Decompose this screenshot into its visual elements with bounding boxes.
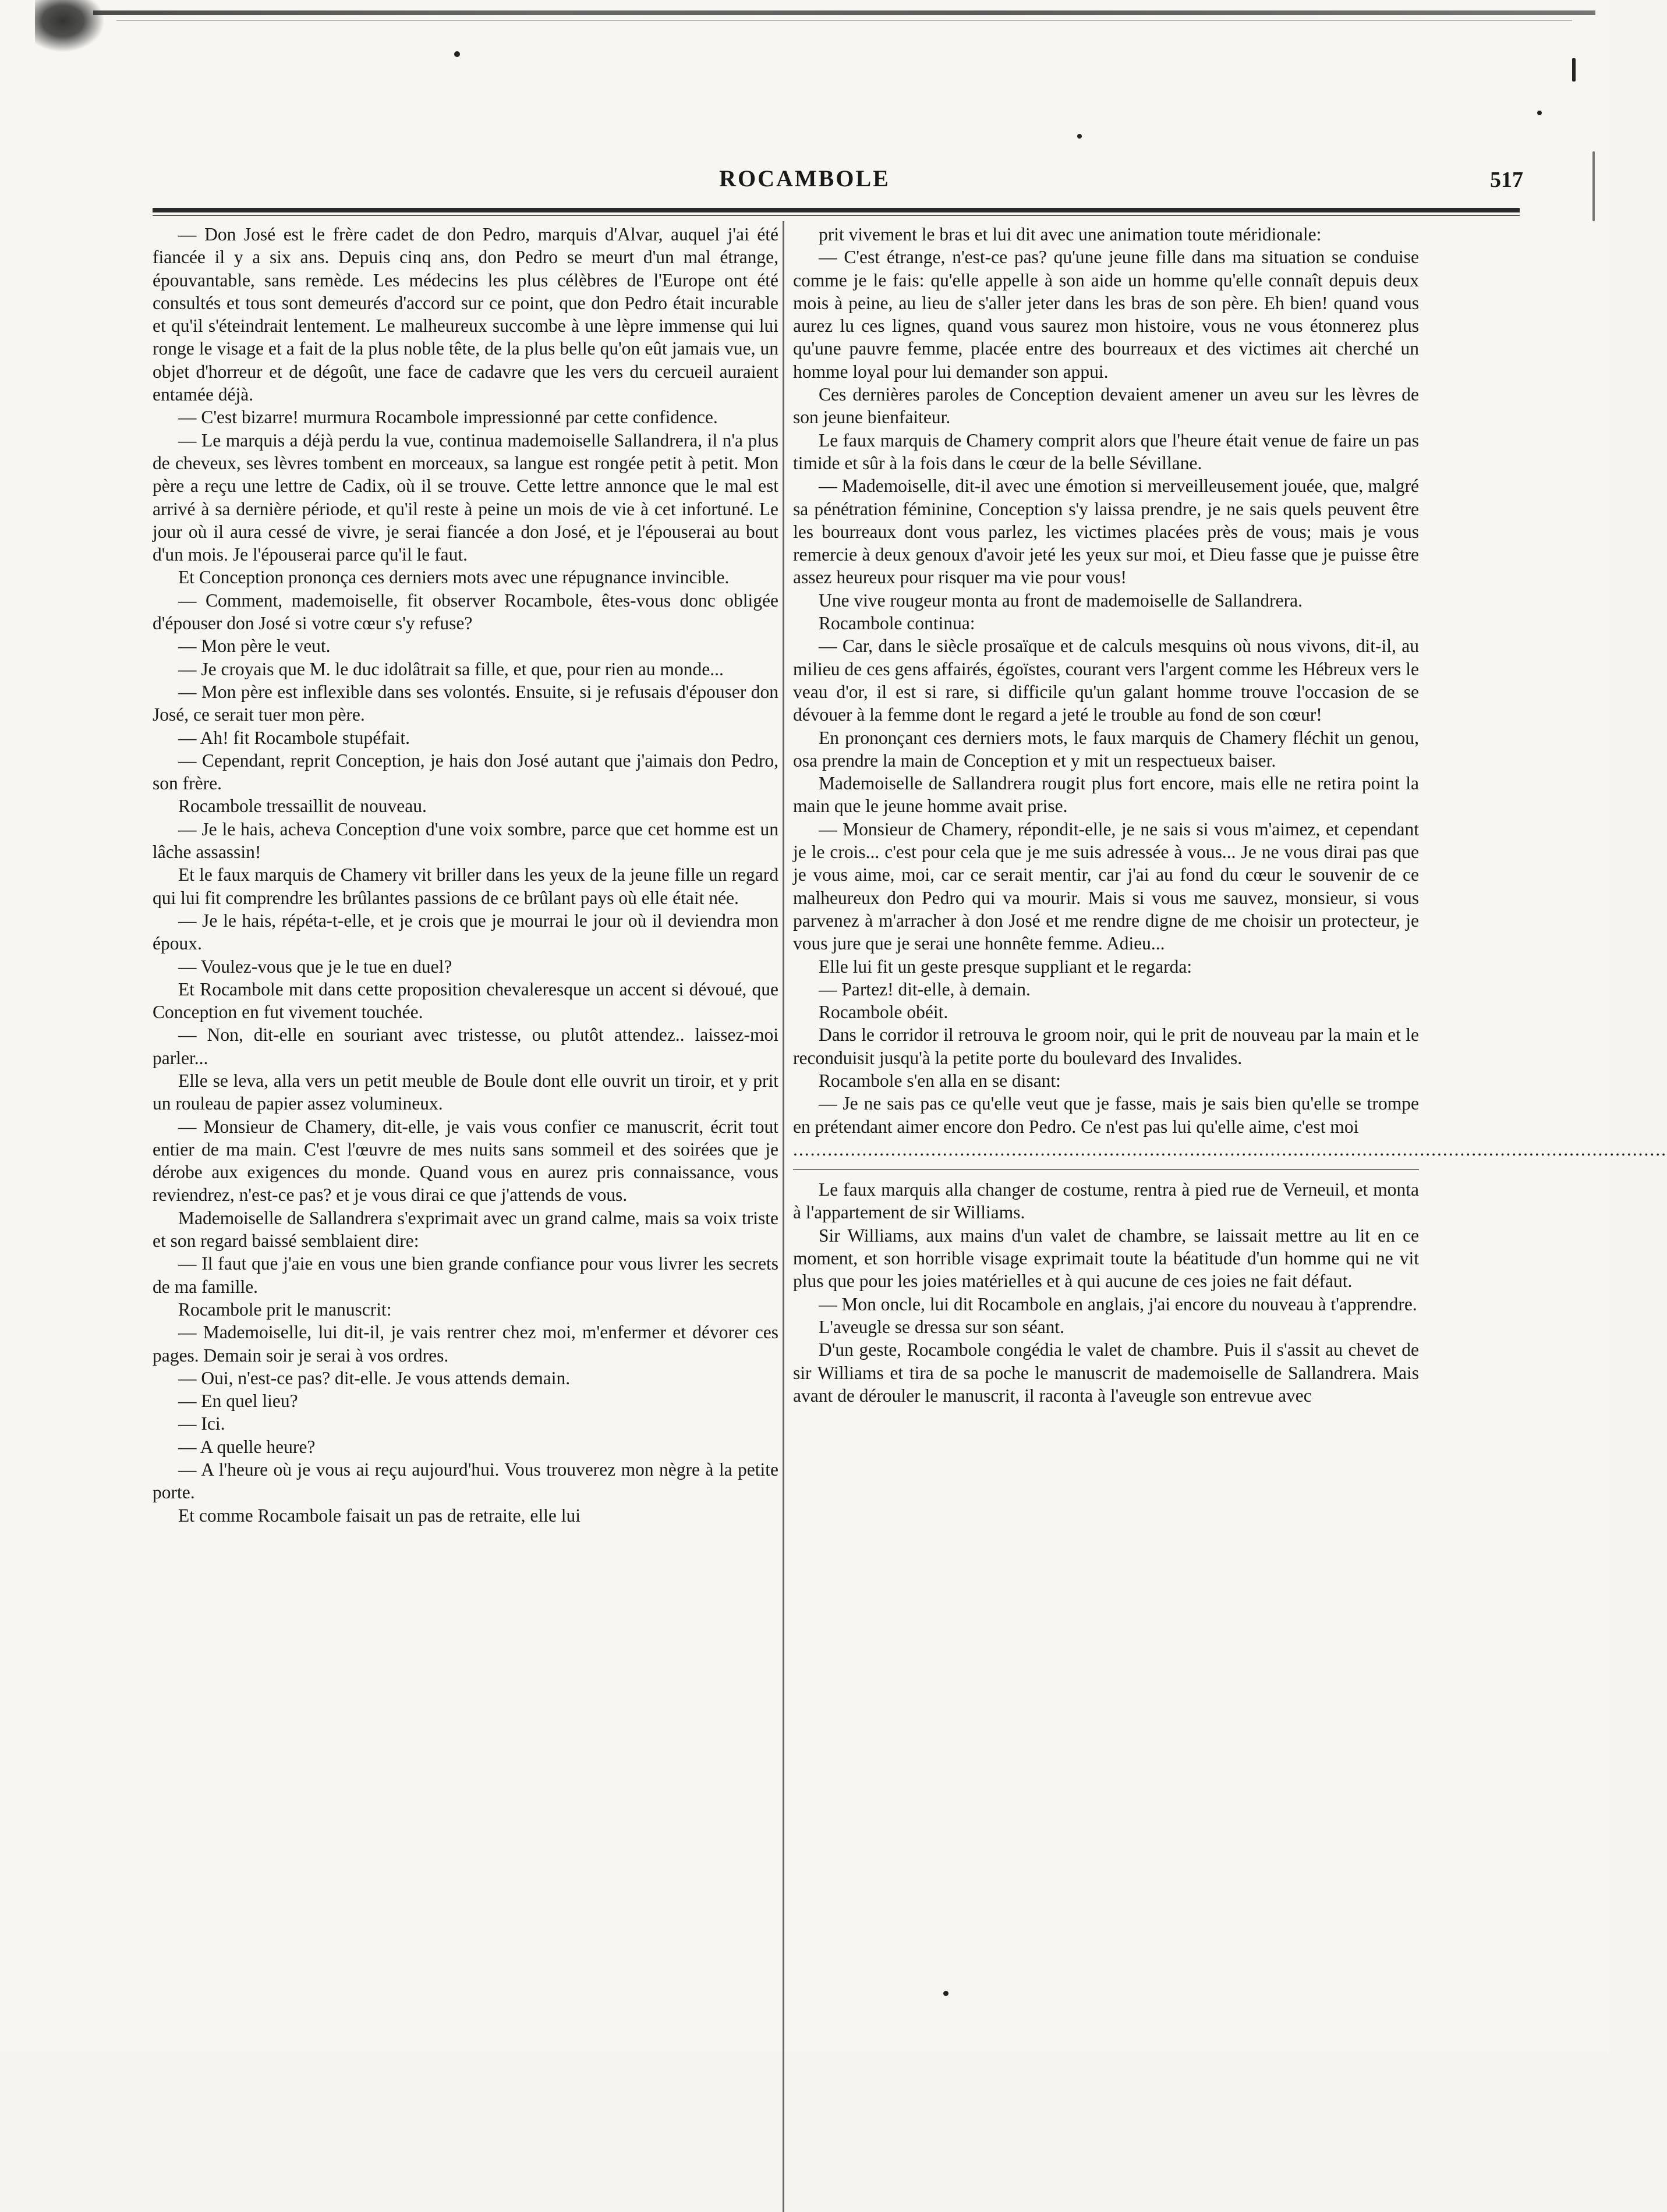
ink-speck: [943, 1991, 948, 1996]
paragraph: — Ici.: [178, 1413, 225, 1434]
paragraph: — Le marquis a déjà perdu la vue, continua mademoiselle Sallandrera, il n'a plus de cheveux, ses lèvres tombent en morceaux, sa langue est rongée petit à petit. Mon père a reçu une lettre de Cadix, où il se trouve. Cette lettre annonce que le mal est arrivé à sa dernière période, et qu'il reste à peine un mois de vie à cet infortuné. Le jour où il aura cessé de vivre, je serai fiancée a don José, et je l'épouserai au bout d'un mois. Je l'épouserai parce qu'il le faut.: [153, 430, 778, 565]
dotted-leader: ........................................................................................................................................................: [793, 1139, 1667, 1160]
paragraph: — C'est étrange, n'est-ce pas? qu'une jeune fille dans ma situation se conduise comme je le fais: qu'elle appelle à son aide un homme qu'elle connaît depuis deux mois à peine, au lieu de s'aller jeter dans les bras de son père. Eh bien! quand vous aurez lu ces lignes, quand vous saurez mon histoire, vous ne vous étonnerez plus qu'une pauvre femme, placée entre des bourreaux et des victimes ait cherché un homme loyal pour lui demander son appui.: [793, 247, 1419, 382]
paragraph: — Ah! fit Rocambole stupéfait.: [178, 727, 410, 748]
running-title: ROCAMBOLE: [719, 165, 890, 192]
paragraph: D'un geste, Rocambole congédia le valet de chambre. Puis il s'assit au chevet de sir Williams et tira de sa poche le manuscrit de mademoiselle de Sallandrera. Mais avant de dérouler le manuscrit, il raconta à l'aveugle son entrevue avec: [793, 1339, 1419, 1406]
paragraph: Rocambole prit le manuscrit:: [178, 1299, 392, 1320]
paragraph: — Monsieur de Chamery, dit-elle, je vais vous confier ce manuscrit, écrit tout entier de ma main. C'est l'œuvre de mes nuits sans sommeil et des soirées que je dérobe aux exigences du monde. Quand vous en aurez pris connaissance, vous reviendrez, n'est-ce pas? et je vous dirai ce que j'attends de vous.: [153, 1116, 778, 1206]
paragraph: Et le faux marquis de Chamery vit briller dans les yeux de la jeune fille un regard qui lui fit comprendre les brûlantes passions de ce brûlant pays où elle était née.: [153, 864, 778, 908]
paragraph: — En quel lieu?: [178, 1391, 298, 1412]
paragraph: Elle lui fit un geste presque suppliant et le regarda:: [819, 956, 1192, 977]
paragraph: L'aveugle se dressa sur son séant.: [819, 1316, 1065, 1337]
paragraph: — C'est bizarre! murmura Rocambole impressionné par cette confidence.: [178, 407, 718, 428]
paragraph: Mademoiselle de Sallandrera s'exprimait avec un grand calme, mais sa voix triste et son regard baissé semblaient dire:: [153, 1207, 778, 1252]
paragraph: Dans le corridor il retrouva le groom noir, qui le prit de nouveau par la main et le reconduisit jusqu'à la petite porte du boulevard des Invalides.: [793, 1025, 1419, 1068]
paragraph: Rocambole continua:: [819, 613, 975, 634]
paragraph: — Car, dans le siècle prosaïque et de calculs mesquins où nous vivons, dit-il, au milieu de ces gens affairés, égoïstes, courant vers l'argent comme les Hébreux vers le veau d'or, il est si rare, si difficile qu'un galant homme trouve l'occasion de se dévouer à la femme dont le regard a jeté le trouble au fond de son cœur!: [793, 636, 1419, 725]
header-rule-thin: [153, 215, 1520, 216]
paragraph: — Oui, n'est-ce pas? dit-elle. Je vous attends demain.: [178, 1367, 571, 1388]
paragraph: — Mademoiselle, dit-il avec une émotion si merveilleusement jouée, que, malgré sa pénétration féminine, Conception s'y laissa prendre, je ne sais quels peuvent être les bourreaux dont vous parlez, les victimes placées près de vous; mais je vous remercie à deux genoux d'avoir jeté les yeux sur moi, et Dieu fasse que je puisse être assez heureux pour risquer ma vie pour vous!: [793, 476, 1419, 588]
section-break-rule: [793, 1169, 1419, 1170]
paragraph: Ces dernières paroles de Conception devaient amener un aveu sur les lèvres de son jeune bienfaiteur.: [793, 384, 1419, 428]
paragraph: Et Rocambole mit dans cette proposition chevaleresque un accent si dévoué, que Conception en fut vivement touchée.: [153, 979, 778, 1023]
top-border-rule-thin: [116, 20, 1572, 21]
paragraph: En prononçant ces derniers mots, le faux marquis de Chamery fléchit un genou, osa prendre la main de Conception et y mit un respectueux baiser.: [793, 727, 1419, 771]
paragraph: Sir Williams, aux mains d'un valet de chambre, se laissait mettre au lit en ce moment, et son horrible visage exprimait toute la béatitude d'un homme qui ne vit plus que pour les joies matérielles et à qui aucune de ces joies ne fait défaut.: [793, 1225, 1419, 1292]
paragraph: — Mon père le veut.: [178, 636, 331, 657]
paragraph: Le faux marquis alla changer de costume, rentra à pied rue de Verneuil, et monta à l'appartement de sir Williams.: [793, 1179, 1419, 1223]
paragraph: prit vivement le bras et lui dit avec une animation toute méridionale:: [819, 224, 1322, 244]
paragraph: — A l'heure où je vous ai reçu aujourd'hui. Vous trouverez mon nègre à la petite porte.: [153, 1459, 778, 1503]
paragraph: Mademoiselle de Sallandrera rougit plus fort encore, mais elle ne retira point la main que le jeune homme avait prise.: [793, 773, 1419, 817]
paragraph: Une vive rougeur monta au front de mademoiselle de Sallandrera.: [819, 590, 1303, 611]
ink-speck: [1572, 58, 1576, 81]
paragraph: — Je le hais, répéta-t-elle, et je crois que je mourrai le jour où il deviendra mon époux.: [153, 910, 778, 954]
paragraph: — Don José est le frère cadet de don Pedro, marquis d'Alvar, auquel j'ai été fiancée il y a six ans. Depuis cinq ans, don Pedro se meurt d'un mal étrange, épouvantable, sans remède. Les médecins les plus célèbres de l'Europe ont été consultés et tous sont demeurés d'accord sur ce point, que don Pedro était incurable et qu'il s'éteindrait lentement. Le malheureux succombe à une lèpre immense qui lui ronge le visage et a fait de la plus noble tête, de la plus belle qu'on eût jamais vue, un objet d'horreur et de dégoût, une face de cadavre que les vers du cercueil auraient entamée déjà.: [153, 224, 778, 405]
paragraph: — Non, dit-elle en souriant avec tristesse, ou plutôt attendez.. laissez-moi parler...: [153, 1025, 778, 1068]
paragraph: — Comment, mademoiselle, fit observer Rocambole, êtes-vous donc obligée d'épouser don José si votre cœur s'y refuse?: [153, 590, 778, 634]
paragraph: Rocambole obéit.: [819, 1002, 948, 1023]
right-column: [793, 223, 1667, 1407]
right-column-after-break: [793, 1178, 1419, 1407]
paragraph: — Je croyais que M. le duc idolâtrait sa fille, et que, pour rien au monde...: [178, 658, 724, 679]
paragraph: Et comme Rocambole faisait un pas de retraite, elle lui: [178, 1505, 581, 1526]
paragraph: — Mon oncle, lui dit Rocambole en anglais, j'ai encore du nouveau à t'apprendre.: [819, 1293, 1417, 1314]
ink-speck: [454, 51, 460, 57]
paragraph: Le faux marquis de Chamery comprit alors que l'heure était venue de faire un pas timide et sûr à la fois dans le cœur de la belle Sévillane.: [793, 430, 1419, 473]
header-rule: [153, 208, 1520, 212]
paragraph: Et Conception prononça ces derniers mots avec une répugnance invincible.: [178, 567, 730, 588]
paragraph: Rocambole tressaillit de nouveau.: [178, 796, 427, 817]
paragraph: Elle se leva, alla vers un petit meuble de Boule dont elle ouvrit un tiroir, et y prit un rouleau de papier assez volumineux.: [153, 1070, 778, 1114]
paragraph: — Mademoiselle, lui dit-il, je vais rentrer chez moi, m'enfermer et dévorer ces pages. Demain soir je serai à vos ordres.: [153, 1322, 778, 1366]
ink-blot-mark: [35, 0, 105, 52]
paragraph: — A quelle heure?: [178, 1436, 316, 1457]
right-column-before-break: [793, 223, 1419, 1138]
paragraph: — Cependant, reprit Conception, je hais don José autant que j'aimais don Pedro, son frère.: [153, 750, 778, 794]
paragraph: Rocambole s'en alla en se disant:: [819, 1070, 1061, 1091]
paragraph: — Monsieur de Chamery, répondit-elle, je ne sais si vous m'aimez, et cependant je le crois... c'est pour cela que je me suis adressée à vous... Je ne vous dirai pas que je vous aime, moi, car ce serait mentir, car j'ai au fond du cœur le souvenir de ce malheureux don Pedro qui va mourir. Mais si vous me sauvez, monsieur, si vous parvenez à m'arracher à don José et me rendre digne de me choisir un protecteur, je vous jure que je serai une honnête femme. Adieu...: [793, 818, 1419, 954]
page-number: 517: [1490, 168, 1523, 192]
paragraph: — Je le hais, acheva Conception d'une voix sombre, parce que cet homme est un lâche assassin!: [153, 818, 778, 863]
paragraph: — Partez! dit-elle, à demain.: [819, 979, 1031, 999]
top-border-rule: [93, 10, 1595, 15]
paragraph: — Je ne sais pas ce qu'elle veut que je fasse, mais je sais bien qu'elle se trompe en prétendant aimer encore don Pedro. Ce n'est pas lui qu'elle aime, c'est moi: [793, 1093, 1419, 1137]
ink-speck: [1077, 134, 1082, 139]
column-divider: [783, 221, 784, 2212]
left-column: [153, 223, 778, 1527]
paragraph: — Voulez-vous que je le tue en duel?: [178, 956, 452, 977]
ink-speck: [1537, 111, 1542, 115]
paragraph: — Il faut que j'aie en vous une bien grande confiance pour vous livrer les secrets de ma famille.: [153, 1253, 778, 1297]
paragraph: — Mon père est inflexible dans ses volontés. Ensuite, si je refusais d'épouser don José, ce serait tuer mon père.: [153, 681, 778, 725]
